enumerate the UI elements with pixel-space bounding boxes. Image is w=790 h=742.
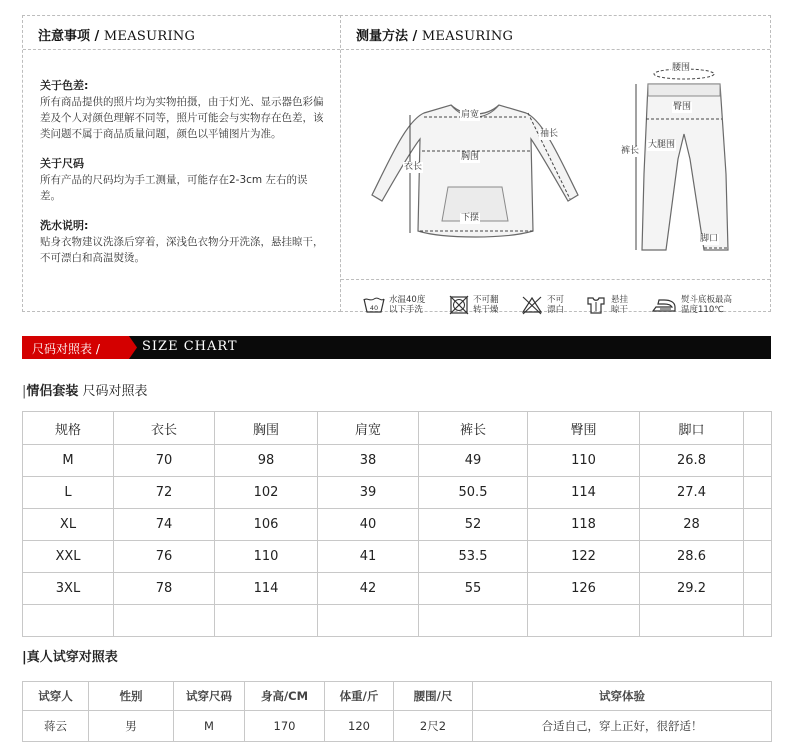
note-body: 贴身衣物建议洗涤后穿着，深浅色衣物分开洗涤，悬挂晾干，不可漂白和高温熨烫。 <box>40 236 324 264</box>
header-cell: 试穿人 <box>23 682 89 711</box>
note-heading: 洗水说明: <box>40 219 89 232</box>
hang-dry-icon <box>585 295 607 315</box>
header-cell: 身高/CM <box>245 682 325 711</box>
table-row: L 72 102 39 50.5 114 27.4 <box>23 477 772 509</box>
header-cell: 规格 <box>23 412 114 445</box>
header-cell: 胸围 <box>215 412 318 445</box>
size-chart-banner <box>22 336 771 359</box>
table-row: 3XL 78 114 42 55 126 29.2 <box>23 573 772 605</box>
size-chart-banner-accent <box>22 336 129 359</box>
tryon-table-title: |真人试穿对照表 <box>22 650 118 665</box>
pants-diagram <box>626 64 746 264</box>
empty-cell <box>744 412 772 445</box>
shirt-shoulder-label: 肩宽 <box>461 110 480 120</box>
wash-item: 不可翻 转干燥 <box>449 295 499 315</box>
iron-icon <box>651 296 677 314</box>
notes-panel-title: 注意事项 / MEASURING <box>38 29 196 44</box>
size-chart-banner-cn: 尺码对照表 / <box>32 342 100 356</box>
pants-thigh-label: 大腿围 <box>648 140 676 150</box>
no-tumble-dry-icon <box>449 295 469 315</box>
size-chart-banner-en: SIZE CHART <box>142 339 238 354</box>
header-cell: 试穿尺码 <box>174 682 245 711</box>
notes-list <box>40 78 328 280</box>
size-table-title: |情侣套装 尺码对照表 <box>22 384 148 399</box>
size-table <box>22 411 772 637</box>
header-cell: 裤长 <box>419 412 528 445</box>
wash-item: 悬挂 晾干 <box>585 295 628 315</box>
table-row: XXL 76 110 41 53.5 122 28.6 <box>23 541 772 573</box>
pants-waist-label: 腰围 <box>672 63 691 73</box>
header-cell: 臀围 <box>528 412 640 445</box>
header-cell: 衣长 <box>114 412 215 445</box>
note-body: 所有产品的尺码均为手工测量，可能存在2-3cm 左右的误差。 <box>40 174 308 202</box>
table-row-empty <box>23 605 772 637</box>
table-row: 蒋云 男 M 170 120 2尺2 合适自己，穿上正好，很舒适！ <box>23 711 772 742</box>
wash-instructions <box>341 279 770 328</box>
measure-panel-title: 测量方法 / MEASURING <box>356 29 514 44</box>
table-row: XL 74 106 40 52 118 28 <box>23 509 772 541</box>
header-cell: 肩宽 <box>318 412 419 445</box>
banner-chevron-icon <box>129 336 139 359</box>
tryon-table <box>22 681 772 742</box>
shirt-hem-label: 下摆 <box>461 213 480 223</box>
header-cell: 脚口 <box>640 412 744 445</box>
note-heading: 关于尺码 <box>40 157 84 170</box>
header-cell: 腰围/尺 <box>394 682 473 711</box>
pants-hip-label: 臀围 <box>673 102 692 112</box>
table-row: M 70 98 38 49 110 26.8 <box>23 445 772 477</box>
size-table-header-row <box>23 412 772 445</box>
shirt-chest-label: 胸围 <box>461 152 480 162</box>
wash-tub-text: 40 <box>369 304 379 312</box>
no-bleach-icon <box>521 295 543 315</box>
measure-panel-header <box>341 16 770 50</box>
wash-40-icon <box>363 296 385 314</box>
tryon-header-row <box>23 682 772 711</box>
pants-leg-opening-label: 脚口 <box>700 234 719 244</box>
note-body: 所有商品提供的照片均为实物拍摄，由于灯光、显示器色彩偏差及个人对颜色理解不同等，照片可能会与实物存在色差，该类问题不属于商品质量问题，颜色以平铺图片为准。 <box>40 96 324 140</box>
wash-item: 熨斗底板最高 温度110℃ <box>651 295 732 315</box>
wash-item: 40 水温40度 以下手洗 <box>363 295 425 315</box>
header-cell: 性别 <box>89 682 174 711</box>
notes-panel-header <box>23 16 340 50</box>
shirt-length-label: 衣长 <box>404 162 423 172</box>
header-cell: 试穿体验 <box>473 682 772 711</box>
pants-length-label: 裤长 <box>621 146 640 156</box>
wash-item: 不可 漂白 <box>521 295 564 315</box>
header-cell: 体重/斤 <box>325 682 394 711</box>
notes-panel <box>22 15 341 312</box>
measure-panel <box>340 15 771 315</box>
note-heading: 关于色差: <box>40 79 89 92</box>
shirt-sleeve-label: 袖长 <box>540 129 559 139</box>
